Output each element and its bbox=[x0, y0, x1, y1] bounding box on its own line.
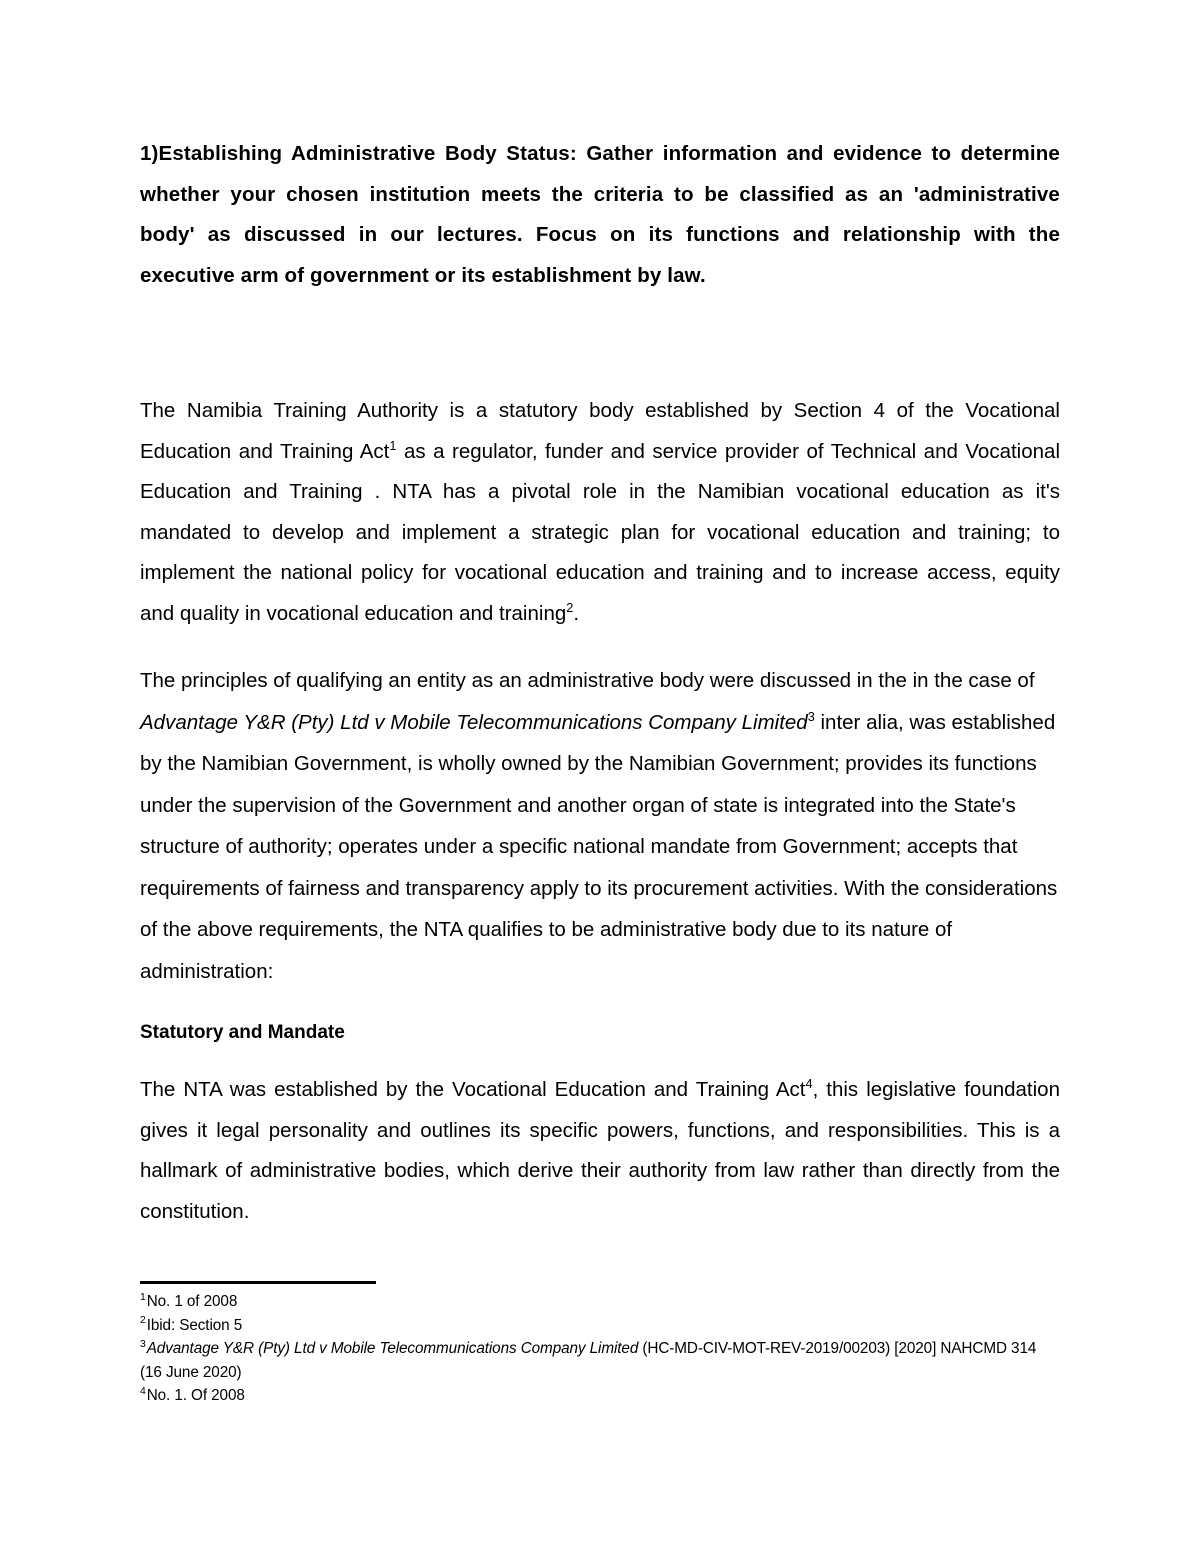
footnote-item bbox=[140, 1314, 1060, 1338]
footnote-item bbox=[140, 1290, 1060, 1314]
paragraph-3-text-a: The NTA was established by the Vocational Education and Training Act bbox=[140, 1078, 806, 1101]
footnote-marker-4[interactable]: 4 bbox=[805, 1076, 813, 1092]
footnote-text: No. 1. Of 2008 bbox=[146, 1387, 245, 1404]
paragraph-nta-statutory-body bbox=[140, 391, 1060, 634]
footnote-number: 3 bbox=[140, 1338, 146, 1350]
footnote-number: 2 bbox=[140, 1315, 146, 1327]
footnote-marker-2[interactable]: 2 bbox=[566, 599, 574, 615]
footnote-marker-3[interactable]: 3 bbox=[807, 708, 815, 724]
paragraph-statutory-mandate bbox=[140, 1070, 1060, 1232]
paragraph-2-text-b: inter alia, was established by the Namibian Government, is wholly owned by the Namibian Government; provides its functions under the supervision of the Government and another organ of state is integrated into the State's structure of authority; operates under a specific national mandate from Government; accepts that requirements of fairness and transparency apply to its procurement activities. With the considerations of the above requirements, the NTA qualifies to be administrative body due to its nature of administration: bbox=[140, 710, 1058, 983]
assignment-prompt: 1)Establishing Administrative Body Status: Gather information and evidence to determine whether your chosen institution meets the criteria to be classified as an 'administrative body' as discussed in our lectures. Focus on its functions and relationship with the executive arm of government or its establishment by law. bbox=[140, 142, 1060, 287]
footnote-section bbox=[140, 1281, 1060, 1408]
paragraph-1-text-c: . bbox=[573, 601, 580, 625]
footnote-number: 1 bbox=[140, 1291, 146, 1303]
paragraph-3-text-b: , this legislative foundation gives it legal personality and outlines its specific powers, functions, and responsibilities. This is a hallmark of administrative bodies, which derive their authority from law rather than directly from the constitution. bbox=[140, 1078, 1060, 1223]
document-body bbox=[140, 0, 1060, 1253]
footnote-separator-rule bbox=[140, 1281, 376, 1284]
paragraph-administrative-body-principles bbox=[140, 660, 1060, 992]
paragraph-1-text-b: as a regulator, funder and service provider of Technical and Vocational Education and Training . NTA has a pivotal role in the Namibian vocational education as it's mandated to develop and implement a strategic plan for vocational education and training; to implement the national policy for vocational education and training and to increase access, equity and quality in vocational education and training bbox=[140, 439, 1060, 625]
footnote-case-name: Advantage Y&R (Pty) Ltd v Mobile Telecommunications Company Limited bbox=[146, 1340, 639, 1357]
footnote-item bbox=[140, 1337, 1060, 1384]
footnote-text: No. 1 of 2008 bbox=[146, 1293, 238, 1310]
footnote-citation-reference: (HC-MD-CIV-MOT-REV-2019/00203) [2020] NAHCMD 314 (16 June 2020) bbox=[140, 1340, 1037, 1381]
paragraph-2-text-a: The principles of qualifying an entity as an administrative body were discussed in the in the case of bbox=[140, 669, 1035, 692]
heading-statutory-and-mandate: Statutory and Mandate bbox=[140, 1022, 345, 1043]
paragraph-1-text-a: The Namibia Training Authority is a statutory body established by Section 4 of the Vocational Education and Training Act bbox=[140, 399, 1060, 463]
case-citation-advantage-yr: Advantage Y&R (Pty) Ltd v Mobile Telecommunications Company Limited bbox=[140, 710, 808, 734]
footnote-number: 4 bbox=[140, 1385, 146, 1397]
footnote-marker-1[interactable]: 1 bbox=[389, 437, 397, 453]
footnote-text: Ibid: Section 5 bbox=[146, 1316, 243, 1334]
footnote-item bbox=[140, 1384, 1060, 1408]
